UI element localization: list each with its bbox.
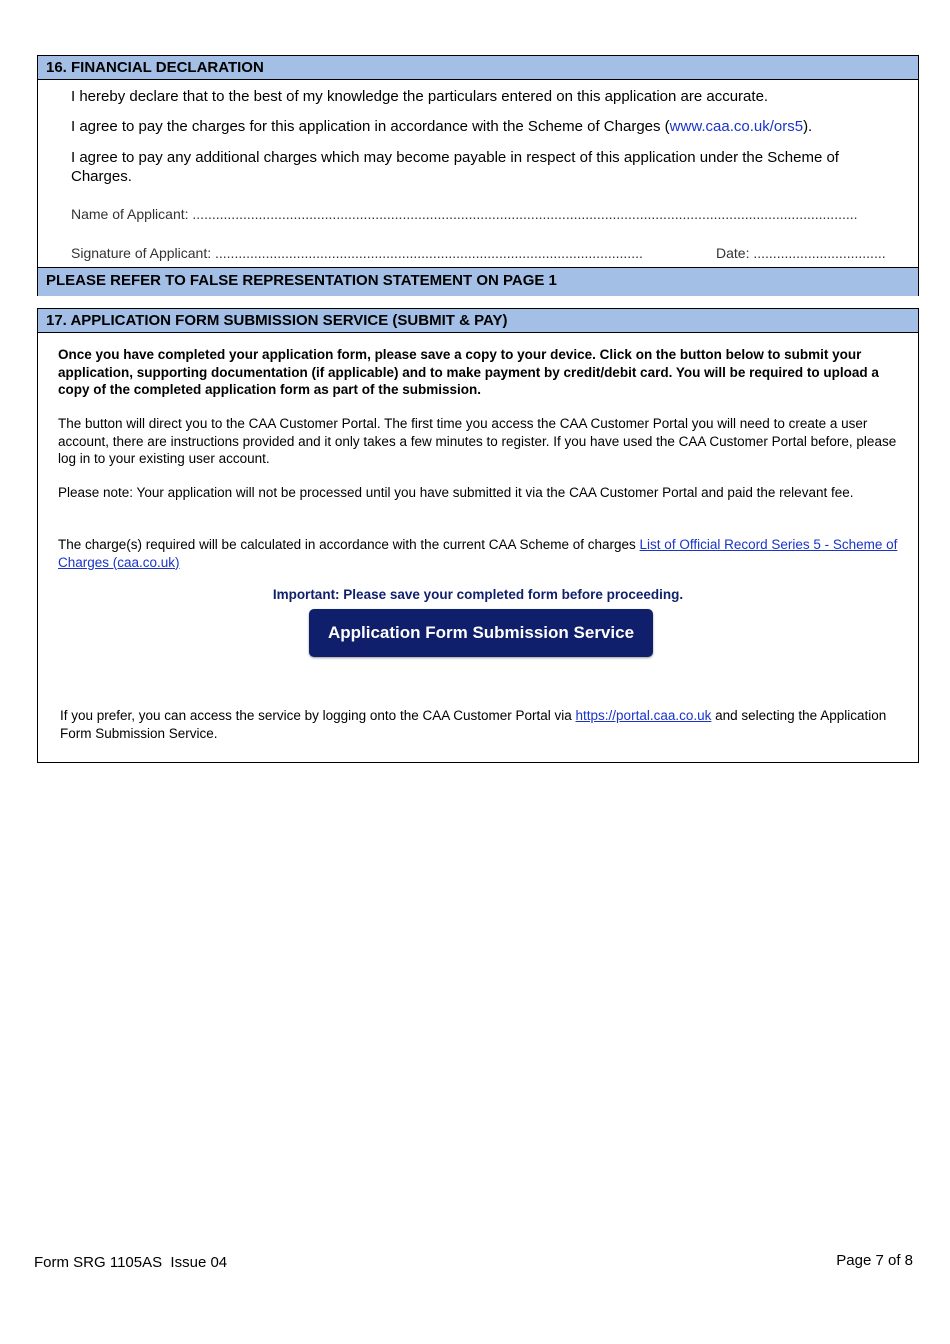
section-17-header: 17. APPLICATION FORM SUBMISSION SERVICE (SUBMIT & PAY) [38, 309, 918, 333]
false-representation-bar: PLEASE REFER TO FALSE REPRESENTATION STATEMENT ON PAGE 1 [38, 267, 918, 296]
declaration-line-2 [71, 117, 911, 136]
portal-instructions-text: The button will direct you to the CAA Customer Portal. The first time you access the CAA Customer Portal you will need to create a user account, there are instructions provided and it only takes a few minutes to register. If you have used the CAA Customer Portal before, please log in to your existing user account. [58, 416, 897, 466]
submission-intro-text: Once you have completed your application form, please save a copy to your device. Click on the button below to submit your application, supporting documentation (if applicable) and to make payment by credit/debit card. You will be required to upload a copy of the completed application form as part of the submission. [58, 347, 879, 397]
scheme-of-charges-list-link[interactable]: List of Official Record Series 5 - Scheme of Charges (caa.co.uk) [58, 537, 898, 570]
name-of-applicant-label: Name of Applicant: [71, 206, 189, 222]
charges-text-prefix: The charge(s) required will be calculated in accordance with the current CAA Scheme of charges [58, 537, 640, 552]
date-label: Date: [716, 245, 750, 261]
portal-alternative-text [60, 707, 900, 742]
date-row [716, 245, 906, 261]
customer-portal-link[interactable]: https://portal.caa.co.uk [575, 708, 712, 723]
declaration-line-2-suffix: ). [803, 118, 813, 135]
name-of-applicant-field[interactable]: ........................................................................................................................................................................... [192, 206, 858, 222]
charges-text [58, 536, 898, 571]
application-form-submission-button[interactable]: Application Form Submission Service [309, 609, 653, 657]
name-of-applicant-row [71, 206, 907, 222]
declaration-line-3: I agree to pay any additional charges which may become payable in respect of this application under the Scheme of Charges. [71, 149, 839, 185]
signature-of-applicant-row [71, 245, 701, 261]
declaration-line-1: I hereby declare that to the best of my knowledge the particulars entered on this application are accurate. [71, 88, 769, 105]
processing-note-text: Please note: Your application will not be processed until you have submitted it via the CAA Customer Portal and paid the relevant fee. [58, 485, 854, 500]
form-identifier: Form SRG 1105AS Issue 04 [34, 1254, 228, 1271]
signature-of-applicant-field[interactable]: .............................................................................................................. [215, 245, 643, 261]
important-notice: Important: Please save your completed form before proceeding. [272, 587, 684, 602]
scheme-of-charges-link[interactable]: www.caa.co.uk/ors5 [669, 118, 804, 135]
portal-alternative-prefix: If you prefer, you can access the service by logging onto the CAA Customer Portal via [60, 708, 576, 723]
date-field[interactable]: .................................. [753, 245, 886, 261]
section-16-header: 16. FINANCIAL DECLARATION [38, 56, 918, 80]
signature-of-applicant-label: Signature of Applicant: [71, 245, 212, 261]
page-number: Page 7 of 8 [836, 1252, 913, 1269]
portal-alternative-suffix: and selecting the Application Form Submission Service. [60, 708, 887, 741]
financial-declaration-section [37, 55, 919, 296]
declaration-line-2-prefix: I agree to pay the charges for this application in accordance with the Scheme of Charges ( [71, 118, 670, 135]
